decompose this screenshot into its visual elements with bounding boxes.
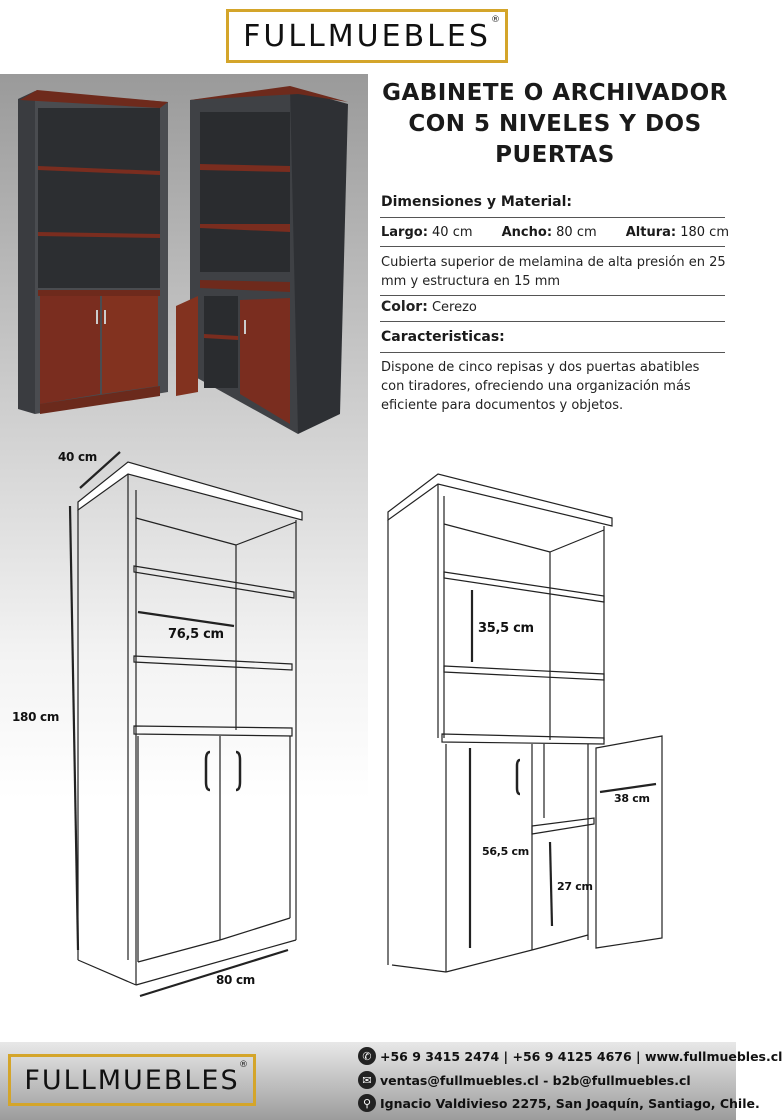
brand-logo[interactable] <box>226 9 508 63</box>
header <box>0 0 736 74</box>
color-value: Cerezo <box>427 300 477 315</box>
product-photo <box>0 74 368 444</box>
title-line-1: GABINETE O ARCHIVADOR <box>382 80 728 106</box>
title-line-3: PUERTAS <box>495 142 615 168</box>
divider <box>380 352 725 353</box>
ancho-label: Ancho: <box>501 225 553 240</box>
height-label: 180 cm <box>12 710 60 724</box>
largo-value: 40 cm <box>427 225 473 240</box>
ancho-value: 80 cm <box>552 225 597 240</box>
door-height-label: 56,5 cm <box>482 845 529 858</box>
divider <box>380 217 725 218</box>
logo-text: FULLMUEBLES <box>243 18 491 54</box>
divider <box>380 321 725 322</box>
altura-spec <box>626 225 729 240</box>
divider <box>380 246 725 247</box>
inner-shelf-label: 27 cm <box>557 880 593 893</box>
largo-label: Largo: <box>381 225 428 240</box>
address-text: Ignacio Valdivieso 2275, San Joaquín, Santiago, Chile. <box>380 1095 760 1111</box>
material-text: Cubierta superior de melamina de alta presión en 25 mm y estructura en 15 mm <box>381 255 726 289</box>
color-label: Color: <box>381 299 428 315</box>
phones-text: +56 9 3415 2474 | +56 9 4125 4676 | www.fullmuebles.cl <box>380 1048 782 1064</box>
ancho-spec <box>502 225 597 240</box>
footer <box>0 1042 782 1120</box>
shelf-gap-label: 35,5 cm <box>478 621 534 636</box>
altura-value: 180 cm <box>676 225 729 240</box>
mail-icon: ✉ <box>358 1071 376 1089</box>
altura-label: Altura: <box>625 225 677 240</box>
registered-mark: ® <box>491 15 500 25</box>
phones-line[interactable] <box>358 1047 782 1065</box>
inner-width-label: 76,5 cm <box>168 627 224 642</box>
characteristics-heading: Caracteristicas: <box>381 329 505 345</box>
dimensions-heading: Dimensiones y Material: <box>381 194 573 210</box>
divider <box>380 295 725 296</box>
address-line[interactable] <box>358 1094 760 1112</box>
largo-spec <box>381 225 473 240</box>
product-title <box>380 78 730 171</box>
door-width-label: 38 cm <box>614 792 650 805</box>
width-label: 80 cm <box>216 973 255 987</box>
footer-logo[interactable] <box>8 1054 256 1106</box>
footer-logo-text: FULLMUEBLES <box>24 1064 240 1096</box>
emails-line[interactable] <box>358 1071 691 1089</box>
title-line-2: CON 5 NIVELES Y DOS <box>408 111 702 137</box>
phone-icon: ✆ <box>358 1047 376 1065</box>
registered-mark: ® <box>239 1060 248 1070</box>
dimension-drawing <box>0 440 736 1040</box>
depth-label: 40 cm <box>58 450 97 464</box>
emails-text: ventas@fullmuebles.cl - b2b@fullmuebles.cl <box>380 1072 691 1088</box>
color-line <box>381 298 726 317</box>
description-text: Dispone de cinco repisas y dos puertas abatibles con tiradores, ofreciendo una organización más eficiente para documentos y objetos. <box>381 360 700 413</box>
dimension-values <box>381 225 729 240</box>
location-icon: ⚲ <box>358 1094 376 1112</box>
